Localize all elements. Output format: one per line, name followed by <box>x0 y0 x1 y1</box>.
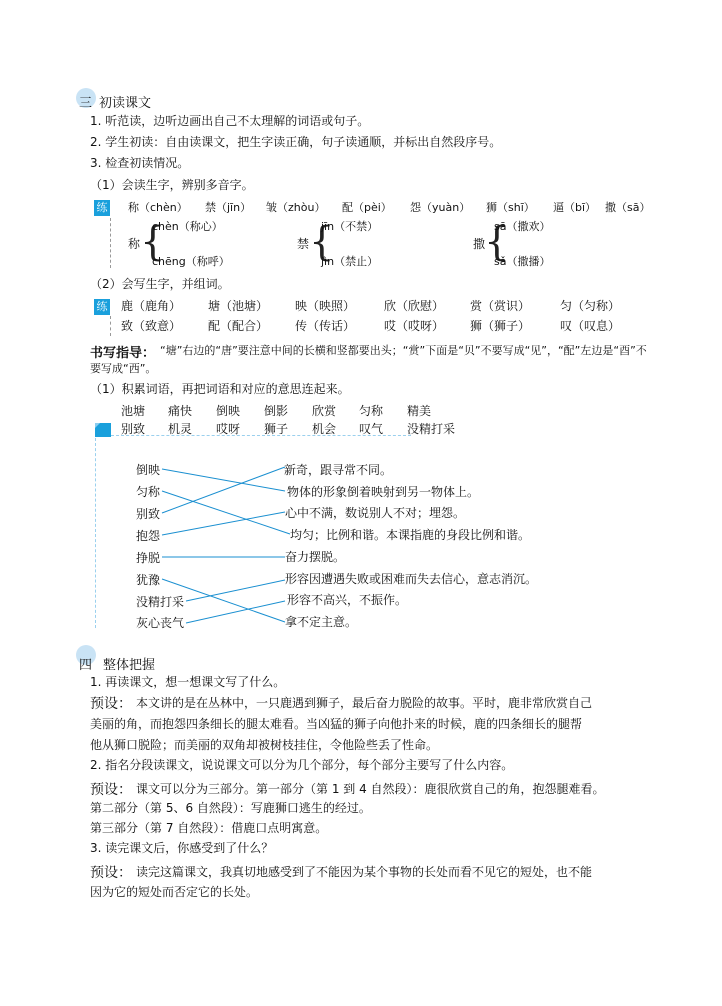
brace-2: { <box>309 219 335 265</box>
match-right-definition: 形容不高兴，不振作。 <box>287 593 408 607</box>
sub-step-read: （1）会读生字，辨别多音字。 <box>90 178 254 192</box>
section3-title: 初读课文 <box>99 96 152 111</box>
poly-reading-3b: sǎ（撒播） <box>494 255 551 268</box>
vocab-word: 欣赏 <box>312 404 337 418</box>
step-2: 2. 学生初读：自由读课文，把生字读正确，句子读通顺，并标出自然段序号。 <box>90 135 502 149</box>
read-char-item: 狮（shī） <box>486 201 535 214</box>
match-left-word: 匀称 <box>136 485 161 499</box>
preset-label-1: 预设： <box>90 696 132 712</box>
writing-guide-text-2: 要写成“西”。 <box>90 362 157 375</box>
read-char-item: 称（chèn） <box>128 201 188 214</box>
answer-2-line-2: 第二部分（第 5、6 自然段）：写鹿狮口逃生的经过。 <box>90 801 371 815</box>
write-char-item: 叹（叹息） <box>560 319 621 333</box>
write-char-item: 欣（欣慰） <box>384 299 445 313</box>
brace-3: { <box>484 219 510 265</box>
question-2: 2. 指名分段读课文，说说课文可以分为几个部分，每个部分主要写了什么内容。 <box>90 758 514 772</box>
poly-char-1: 称 <box>128 237 141 251</box>
vocab-word: 机会 <box>312 422 337 436</box>
vocab-word: 匀称 <box>359 404 384 418</box>
sub-step-words: （1）积累词语，再把词语和对应的意思连起来。 <box>90 382 350 396</box>
vocab-word: 哎呀 <box>216 422 241 436</box>
poly-reading-1b: chēng（称呼） <box>152 255 230 268</box>
practice-tab-1: 练 <box>94 200 110 216</box>
read-char-item: 禁（jīn） <box>205 201 252 214</box>
match-line-3 <box>162 467 285 513</box>
write-char-item: 狮（狮子） <box>470 319 531 333</box>
read-char-item: 怨（yuàn） <box>410 201 471 214</box>
vocab-word: 叹气 <box>359 422 384 436</box>
step-3: 3. 检查初读情况。 <box>90 156 190 170</box>
section3-number: 三 <box>79 96 93 111</box>
poly-char-3: 撒 <box>473 237 486 251</box>
match-right-definition: 形容因遭遇失败或困难而失去信心，意志消沉。 <box>285 572 538 586</box>
write-char-item: 配（配合） <box>208 319 269 333</box>
match-left-word: 没精打采 <box>136 595 185 609</box>
match-line-4 <box>162 512 285 535</box>
write-char-item: 匀（匀称） <box>560 299 621 313</box>
match-right-definition: 拿不定主意。 <box>285 615 358 629</box>
match-left-word: 抱怨 <box>136 529 161 543</box>
match-right-definition: 新奇，跟寻常不同。 <box>284 463 393 477</box>
vocab-word: 痛快 <box>168 404 193 418</box>
answer-1-line-1: 本文讲的是在丛林中，一只鹿遇到狮子，最后奋力脱险的故事。平时，鹿非常欣赏自己 <box>136 696 593 710</box>
preset-label-3: 预设： <box>90 865 132 881</box>
vocab-word: 倒映 <box>216 404 241 418</box>
vocab-word: 没精打采 <box>407 422 456 436</box>
write-char-item: 映（映照） <box>295 299 356 313</box>
answer-1-line-3: 他从狮口脱险；而美丽的双角却被树枝挂住，令他险些丢了性命。 <box>90 738 439 752</box>
question-1: 1. 再读课文，想一想课文写了什么。 <box>90 675 286 689</box>
write-char-item: 塘（池塘） <box>208 299 269 313</box>
read-char-item: 逼（bī） <box>553 201 597 214</box>
practice-tab-2: 练 <box>94 299 110 315</box>
match-right-definition: 均匀；比例和谐。本课指鹿的身段比例和谐。 <box>290 528 531 542</box>
match-left-word: 倒映 <box>136 463 161 477</box>
match-left-word: 灰心丧气 <box>136 616 185 630</box>
writing-guide-text-1: “塘”右边的“唐”要注意中间的长横和竖都要出头；“赏”下面是“贝”不要写成“见”，“配”左边是“酉”不 <box>160 344 647 357</box>
brace-1: { <box>140 219 166 265</box>
step-1: 1. 听范读，边听边画出自己不太理解的词语或句子。 <box>90 114 370 128</box>
vocab-word: 倒影 <box>264 404 289 418</box>
poly-reading-3a: sā（撒欢） <box>494 220 551 233</box>
read-char-item: 皱（zhòu） <box>266 201 326 214</box>
match-line-6 <box>162 579 285 622</box>
vocab-word: 别致 <box>121 422 146 436</box>
match-left-word: 犹豫 <box>136 573 161 587</box>
write-char-item: 鹿（鹿角） <box>121 299 182 313</box>
question-3: 3. 读完课文后，你感受到了什么？ <box>90 841 274 855</box>
match-right-definition: 心中不满，数说别人不对；埋怨。 <box>285 506 466 520</box>
sub-step-write: （2）会写生字，并组词。 <box>90 277 230 291</box>
poly-reading-2a: jīn（不禁） <box>321 220 379 233</box>
match-left-word: 挣脱 <box>136 551 161 565</box>
vocab-word: 机灵 <box>168 422 193 436</box>
writing-guide-label: 书写指导： <box>90 346 156 361</box>
answer-2-line-3: 第三部分（第 7 自然段）：借鹿口点明寓意。 <box>90 821 328 835</box>
vocab-word: 精美 <box>407 404 432 418</box>
write-char-item: 传（传话） <box>295 319 356 333</box>
section4-number: 四 <box>79 658 93 673</box>
match-left-word: 别致 <box>136 507 161 521</box>
match-line-7 <box>186 580 285 601</box>
poly-reading-2b: jìn（禁止） <box>321 255 379 268</box>
match-right-definition: 奋力摆脱。 <box>285 550 346 564</box>
vocab-word: 池塘 <box>121 404 146 418</box>
match-line-1 <box>162 469 285 491</box>
answer-1-line-2: 美丽的角，而抱怨四条细长的腿太难看。当凶猛的狮子向他扑来的时候，鹿的四条细长的腿帮 <box>90 717 583 731</box>
preset-label-2: 预设： <box>90 782 132 798</box>
poly-reading-1a: chèn（称心） <box>152 220 223 233</box>
section4-title: 整体把握 <box>103 658 156 673</box>
write-char-item: 致（致意） <box>121 319 182 333</box>
answer-3-line-1: 读完这篇课文，我真切地感受到了不能因为某个事物的长处而看不见它的短处，也不能 <box>136 865 593 879</box>
write-char-item: 赏（赏识） <box>470 299 531 313</box>
match-right-definition: 物体的形象倒着映射到另一物体上。 <box>287 485 480 499</box>
poly-char-2: 禁 <box>297 237 310 251</box>
answer-2-line-1: 课文可以分为三部分。第一部分（第 1 到 4 自然段）：鹿很欣赏自己的角，抱怨腿难看。 <box>136 782 605 796</box>
read-char-item: 配（pèi） <box>342 201 392 214</box>
match-line-2 <box>162 491 290 534</box>
vocab-word: 狮子 <box>264 422 289 436</box>
answer-3-line-2: 因为它的短处而否定它的长处。 <box>90 885 259 899</box>
write-char-item: 哎（哎呀） <box>384 319 445 333</box>
read-char-item: 撒（sā） <box>605 201 651 214</box>
